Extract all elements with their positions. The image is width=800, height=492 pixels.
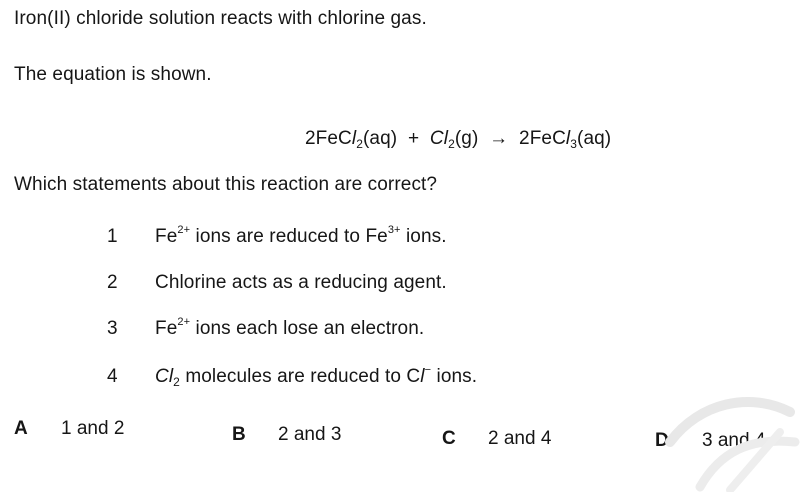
option-b-text[interactable]: 2 and 3 bbox=[278, 424, 342, 445]
eq-product-state: (aq) bbox=[577, 128, 612, 149]
intro-text: Iron(II) chloride solution reacts with chlorine gas. bbox=[14, 8, 427, 29]
statement-4-part-a: C bbox=[155, 366, 169, 387]
eq-reactant-1-l: l bbox=[351, 128, 357, 149]
statement-1-part-a: Fe bbox=[155, 226, 178, 247]
eq-product: 2FeC bbox=[519, 128, 566, 149]
watermark-logo-icon bbox=[660, 382, 800, 492]
statement-4-part-c: ions. bbox=[431, 366, 478, 387]
statement-4-sub: 2 bbox=[173, 375, 180, 389]
equation-label: The equation is shown. bbox=[14, 64, 212, 85]
option-c-letter[interactable]: C bbox=[442, 428, 456, 449]
eq-product-l: l bbox=[565, 128, 571, 149]
option-c-text[interactable]: 2 and 4 bbox=[488, 428, 552, 449]
eq-reactant-2-sub: 2 bbox=[448, 137, 455, 151]
statement-3 bbox=[155, 318, 424, 340]
eq-reactant-2: C bbox=[429, 128, 444, 149]
statement-number: 1 bbox=[107, 226, 118, 247]
statement-1-part-b: ions are reduced to Fe bbox=[190, 226, 388, 247]
option-b-letter[interactable]: B bbox=[232, 424, 246, 445]
statement-1 bbox=[155, 226, 447, 248]
option-d-letter[interactable]: D bbox=[655, 430, 669, 451]
statement-1-charge-b: 3+ bbox=[387, 224, 401, 236]
eq-plus: + bbox=[407, 128, 420, 149]
eq-reactant-2-l: l bbox=[443, 128, 449, 149]
statement-4-part-b-l: l bbox=[420, 366, 425, 387]
eq-reactant-1-sub: 2 bbox=[356, 137, 363, 151]
option-d-text[interactable]: 3 and 4 bbox=[702, 430, 766, 451]
chemical-equation bbox=[305, 128, 611, 150]
option-a-text[interactable]: 1 and 2 bbox=[61, 418, 125, 439]
statement-number: 2 bbox=[107, 272, 118, 293]
statement-1-charge-a: 2+ bbox=[177, 224, 191, 236]
option-a-letter[interactable]: A bbox=[14, 418, 28, 439]
eq-product-sub: 3 bbox=[570, 137, 578, 151]
statement-number: 3 bbox=[107, 318, 118, 339]
eq-reactant-1-state: (aq) bbox=[362, 128, 398, 149]
eq-arrow: → bbox=[489, 128, 509, 149]
eq-reactant-2-state: (g) bbox=[454, 128, 479, 149]
statement-3-part-b: ions each lose an electron. bbox=[190, 318, 425, 339]
statement-3-part-a: Fe bbox=[155, 318, 178, 339]
statement-3-charge: 2+ bbox=[177, 316, 191, 328]
statement-4-part-a-l: l bbox=[168, 366, 174, 387]
statement-4-charge: − bbox=[424, 364, 432, 376]
question-text: Which statements about this reaction are correct? bbox=[14, 174, 438, 195]
statement-number: 4 bbox=[107, 366, 118, 387]
statement-4-part-b: molecules are reduced to C bbox=[179, 366, 421, 387]
eq-reactant-1: 2FeC bbox=[305, 128, 352, 149]
statement-1-part-c: ions. bbox=[400, 226, 447, 247]
statement-2: Chlorine acts as a reducing agent. bbox=[155, 272, 447, 293]
statement-4 bbox=[155, 366, 477, 388]
